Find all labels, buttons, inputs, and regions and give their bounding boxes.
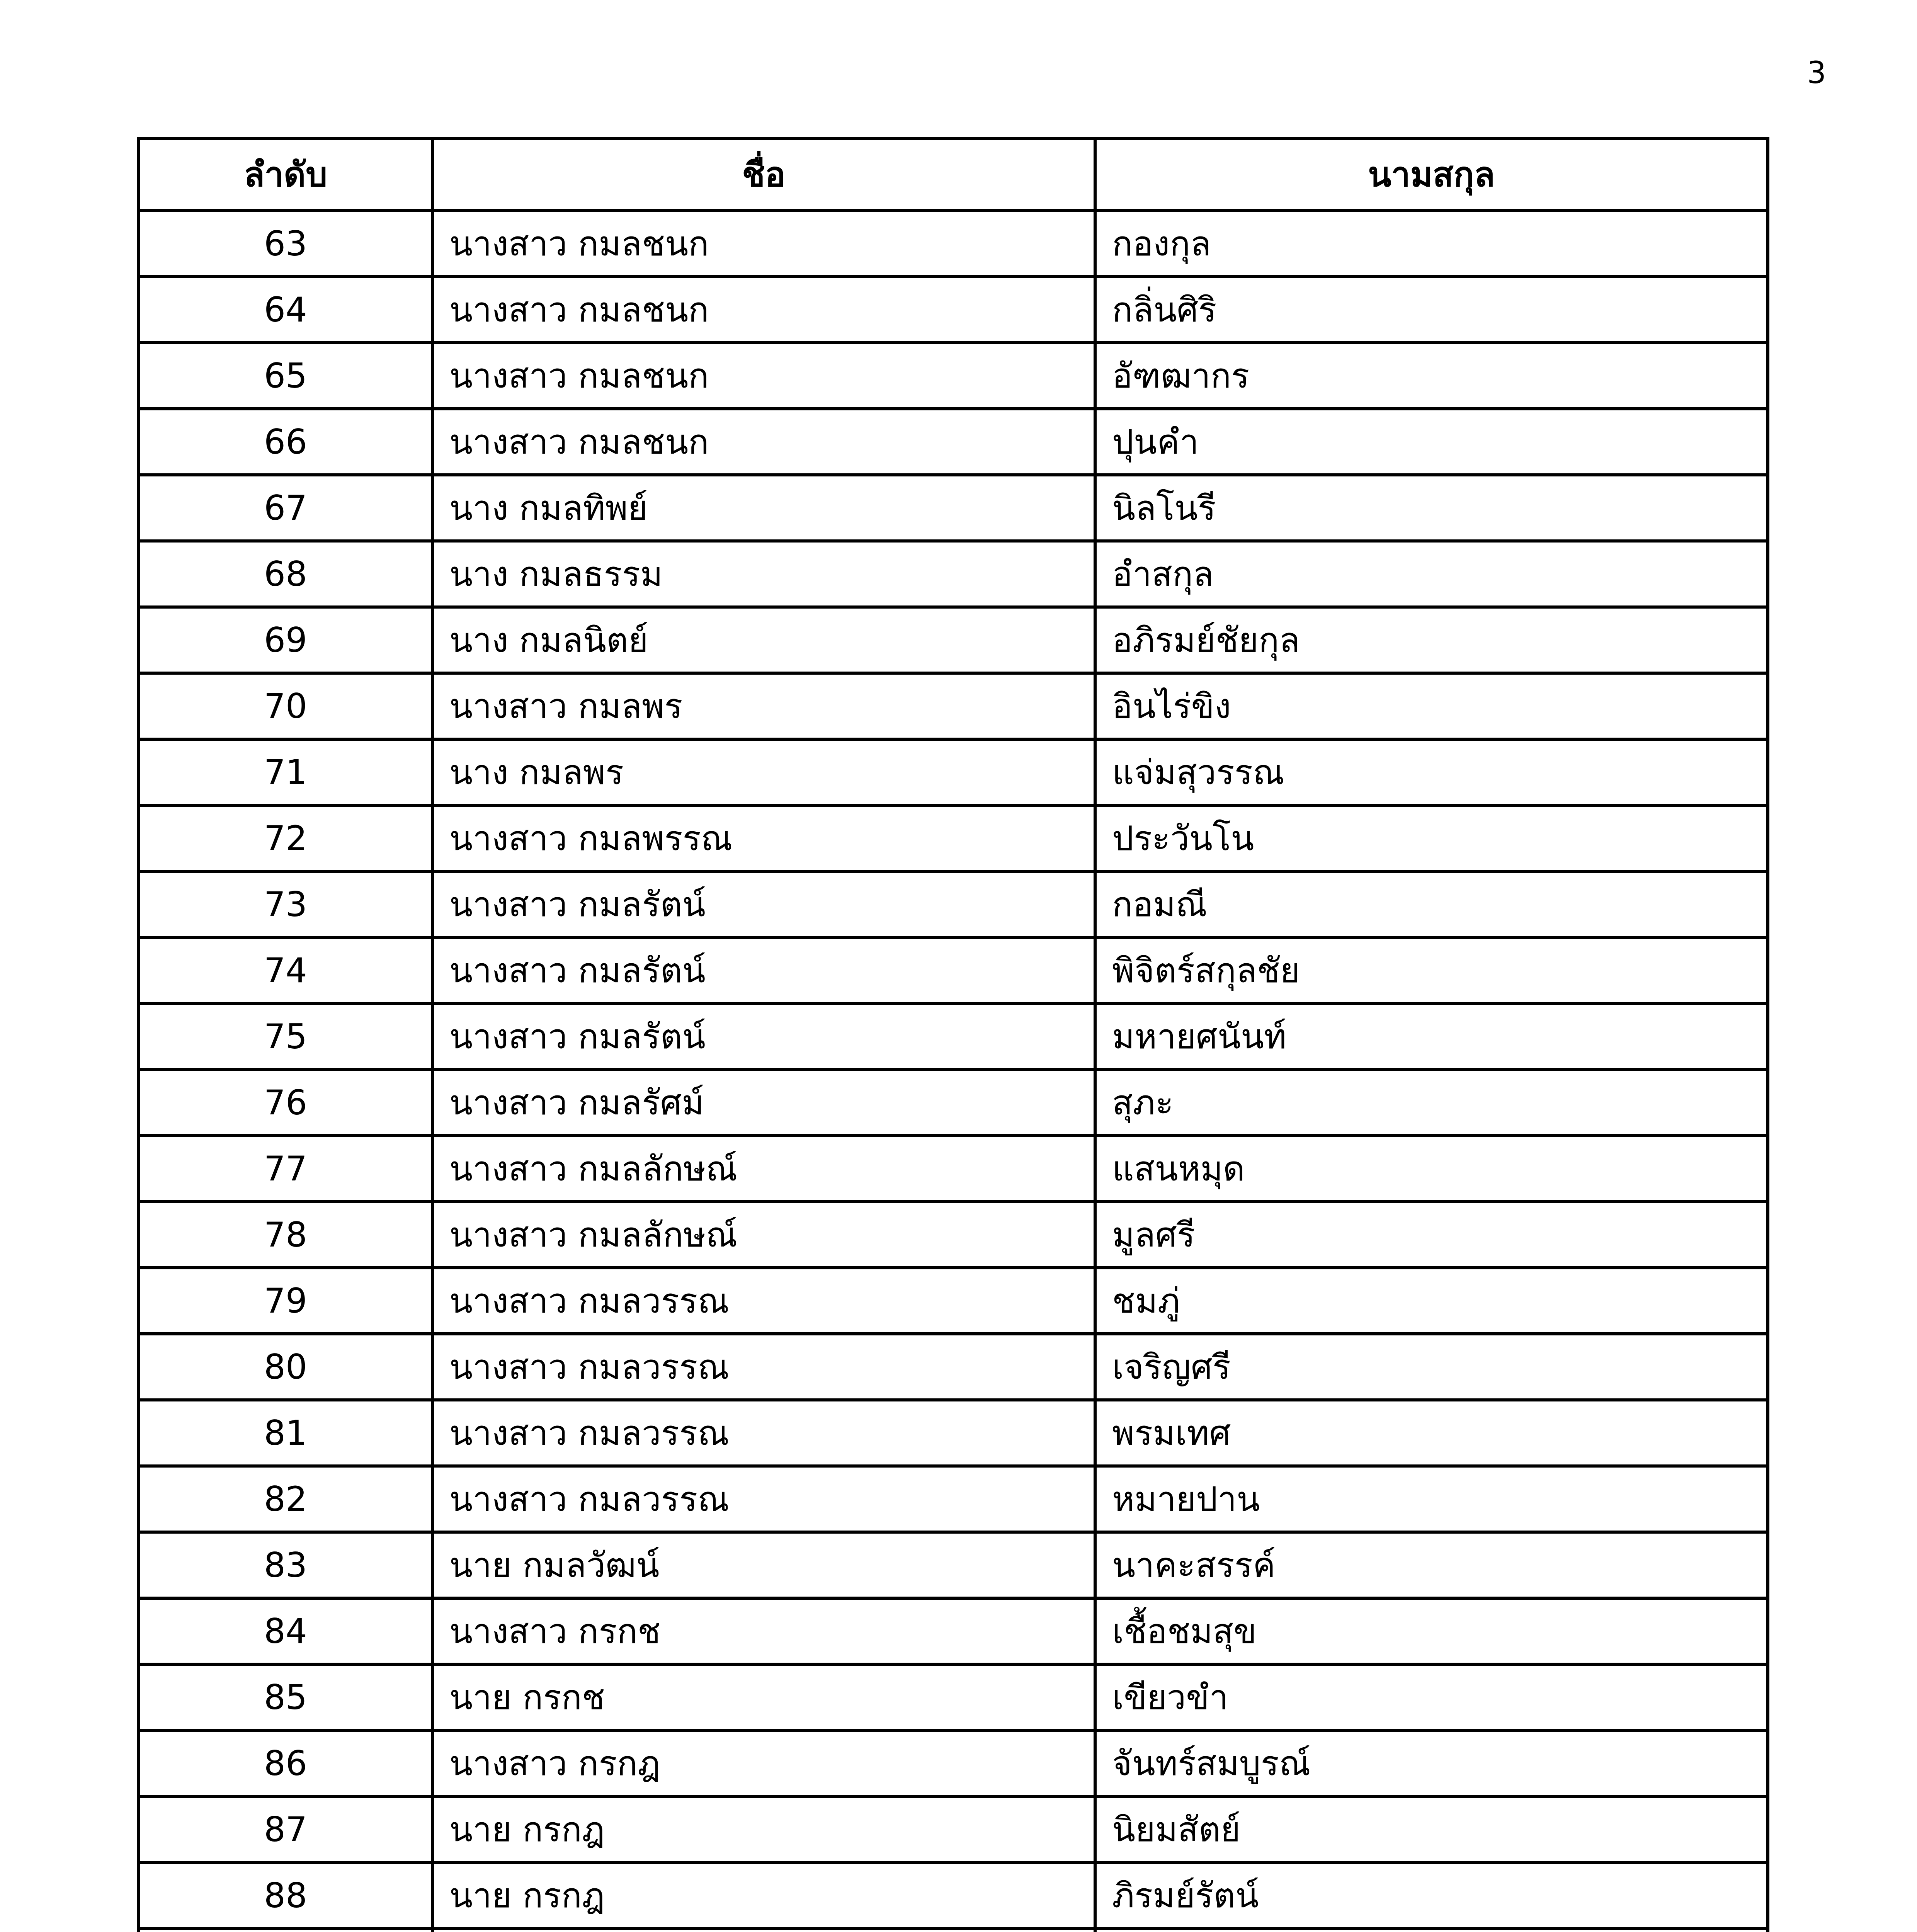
order-cell: 74: [139, 937, 432, 1003]
order-cell: 71: [139, 739, 432, 805]
surname-cell: กลิ่นศิริ: [1095, 277, 1768, 343]
order-cell: 69: [139, 607, 432, 673]
order-cell: 63: [139, 211, 432, 277]
table-row: [139, 1929, 1768, 1932]
order-cell: 77: [139, 1136, 432, 1202]
surname-cell: ปุนคำ: [1095, 409, 1768, 475]
order-cell: 72: [139, 805, 432, 871]
order-cell: 79: [139, 1268, 432, 1334]
order-cell: 64: [139, 277, 432, 343]
surname-cell: จันทร์สมบูรณ์: [1095, 1730, 1768, 1796]
order-cell: 88: [139, 1862, 432, 1929]
surname-cell: อภิรมย์ชัยกุล: [1095, 607, 1768, 673]
table-row: [139, 1003, 1768, 1070]
table-row: [139, 937, 1768, 1003]
order-cell: 76: [139, 1070, 432, 1136]
order-cell: 67: [139, 475, 432, 541]
surname-cell: เขียวขำ: [1095, 1664, 1768, 1730]
surname-cell: นิลโนรี: [1095, 475, 1768, 541]
surname-cell: เจริญศรี: [1095, 1334, 1768, 1400]
first-name-cell: นางสาว กมลรัตน์: [432, 1003, 1095, 1070]
order-cell: 80: [139, 1334, 432, 1400]
surname-cell: มหายศนันท์: [1095, 1003, 1768, 1070]
order-cell: 87: [139, 1796, 432, 1862]
surname-cell: อัฑฒากร: [1095, 343, 1768, 409]
table-header: [139, 139, 1768, 211]
surname-cell: เชื้อชมสุข: [1095, 1598, 1768, 1664]
table-row: [139, 1730, 1768, 1796]
order-cell: 84: [139, 1598, 432, 1664]
first-name-cell: [432, 1929, 1095, 1932]
surname-cell: กอมณี: [1095, 871, 1768, 937]
first-name-cell: นางสาว กมลวรรณ: [432, 1400, 1095, 1466]
first-name-cell: นาย กมลวัฒน์: [432, 1532, 1095, 1598]
first-name-cell: นาง กมลทิพย์: [432, 475, 1095, 541]
order-cell: [139, 1929, 432, 1932]
first-name-cell: นางสาว กมลชนก: [432, 409, 1095, 475]
table-row: [139, 1466, 1768, 1532]
first-name-cell: นาง กมลนิตย์: [432, 607, 1095, 673]
first-name-cell: นางสาว กมลรัตน์: [432, 937, 1095, 1003]
first-name-cell: นาย กรกช: [432, 1664, 1095, 1730]
surname-cell: สุภะ: [1095, 1070, 1768, 1136]
table-row: [139, 1598, 1768, 1664]
order-cell: 68: [139, 541, 432, 607]
order-cell: 65: [139, 343, 432, 409]
header-order: ลำดับ: [139, 139, 432, 211]
header-first-name: ชื่อ: [432, 139, 1095, 211]
table-row: [139, 1862, 1768, 1929]
first-name-cell: นางสาว กมลชนก: [432, 211, 1095, 277]
order-cell: 75: [139, 1003, 432, 1070]
first-name-cell: นาง กมลธรรม: [432, 541, 1095, 607]
name-list-table-container: [137, 137, 1766, 1932]
surname-cell: ภิรมย์รัตน์: [1095, 1862, 1768, 1929]
table-row: [139, 1532, 1768, 1598]
order-cell: 66: [139, 409, 432, 475]
table-row: [139, 211, 1768, 277]
header-row: [139, 139, 1768, 211]
surname-cell: พิจิตร์สกุลชัย: [1095, 937, 1768, 1003]
table-row: [139, 1070, 1768, 1136]
first-name-cell: นางสาว กมลรัตน์: [432, 871, 1095, 937]
table-body: [139, 211, 1768, 1932]
first-name-cell: นางสาว กรกฎ: [432, 1730, 1095, 1796]
table-row: [139, 1796, 1768, 1862]
table-row: [139, 277, 1768, 343]
table-row: [139, 475, 1768, 541]
name-list-table: [137, 137, 1769, 1932]
surname-cell: กองกุล: [1095, 211, 1768, 277]
order-cell: 82: [139, 1466, 432, 1532]
first-name-cell: นางสาว กมลชนก: [432, 343, 1095, 409]
table-row: [139, 1664, 1768, 1730]
first-name-cell: นางสาว กรกช: [432, 1598, 1095, 1664]
surname-cell: นิยมสัตย์: [1095, 1796, 1768, 1862]
surname-cell: อินไร่ขิง: [1095, 673, 1768, 739]
first-name-cell: นาย กรกฎ: [432, 1796, 1095, 1862]
order-cell: 70: [139, 673, 432, 739]
table-row: [139, 409, 1768, 475]
table-row: [139, 1202, 1768, 1268]
first-name-cell: นางสาว กมลวรรณ: [432, 1466, 1095, 1532]
order-cell: 73: [139, 871, 432, 937]
surname-cell: พรมเทศ: [1095, 1400, 1768, 1466]
table-row: [139, 673, 1768, 739]
table-row: [139, 1400, 1768, 1466]
page-number: 3: [1807, 56, 1826, 90]
table-row: [139, 805, 1768, 871]
surname-cell: [1095, 1929, 1768, 1932]
order-cell: 86: [139, 1730, 432, 1796]
surname-cell: ชมภู่: [1095, 1268, 1768, 1334]
table-row: [139, 1136, 1768, 1202]
first-name-cell: นางสาว กมลวรรณ: [432, 1334, 1095, 1400]
surname-cell: ประวันโน: [1095, 805, 1768, 871]
table-row: [139, 1334, 1768, 1400]
order-cell: 78: [139, 1202, 432, 1268]
first-name-cell: นางสาว กมลพรรณ: [432, 805, 1095, 871]
first-name-cell: นางสาว กมลลักษณ์: [432, 1202, 1095, 1268]
first-name-cell: นาย กรกฎ: [432, 1862, 1095, 1929]
first-name-cell: นางสาว กมลรัศม์: [432, 1070, 1095, 1136]
table-row: [139, 541, 1768, 607]
table-row: [139, 343, 1768, 409]
order-cell: 83: [139, 1532, 432, 1598]
surname-cell: อำสกุล: [1095, 541, 1768, 607]
first-name-cell: นางสาว กมลลักษณ์: [432, 1136, 1095, 1202]
first-name-cell: นางสาว กมลชนก: [432, 277, 1095, 343]
surname-cell: แสนหมุด: [1095, 1136, 1768, 1202]
order-cell: 81: [139, 1400, 432, 1466]
table-row: [139, 1268, 1768, 1334]
surname-cell: แจ่มสุวรรณ: [1095, 739, 1768, 805]
table-row: [139, 739, 1768, 805]
header-surname: นามสกุล: [1095, 139, 1768, 211]
table-row: [139, 871, 1768, 937]
order-cell: 85: [139, 1664, 432, 1730]
surname-cell: มูลศรี: [1095, 1202, 1768, 1268]
table-row: [139, 607, 1768, 673]
surname-cell: นาคะสรรค์: [1095, 1532, 1768, 1598]
surname-cell: หมายปาน: [1095, 1466, 1768, 1532]
first-name-cell: นางสาว กมลพร: [432, 673, 1095, 739]
first-name-cell: นาง กมลพร: [432, 739, 1095, 805]
first-name-cell: นางสาว กมลวรรณ: [432, 1268, 1095, 1334]
